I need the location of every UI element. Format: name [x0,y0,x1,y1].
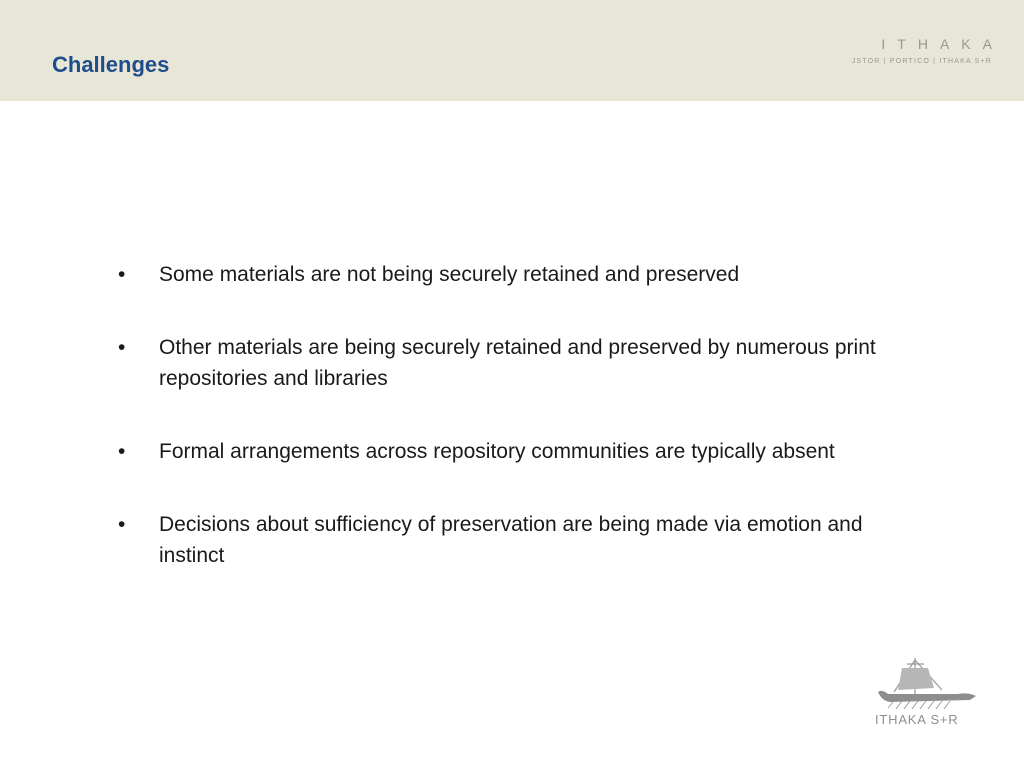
bullet-list [118,259,918,613]
slide-title: Challenges [52,52,170,77]
ithaka-sr-wordmark: ITHAKA S+R [875,712,959,727]
brand-name: ITHAKA [881,36,1004,52]
bullet-marker: • [118,263,126,286]
bullet-item [118,436,918,467]
bullet-item [118,332,918,394]
bullet-text: Some materials are not being securely retained and preserved [159,263,740,286]
bullet-marker: • [118,513,126,536]
bullet-marker: • [118,336,126,359]
bullet-text: Other materials are being securely retained and preserved by numerous print repositories and libraries [159,336,876,390]
ithaka-header-logo [851,36,1004,66]
bullet-marker: • [118,440,126,463]
bullet-item [118,509,918,571]
bullet-text: Formal arrangements across repository communities are typically absent [159,440,835,463]
header-bar [0,0,1024,101]
brand-subtitle: JSTOR | PORTICO | ITHAKA S+R [851,58,992,65]
bullet-item [118,259,918,290]
bullet-text: Decisions about sufficiency of preservation are being made via emotion and instinct [159,513,863,567]
